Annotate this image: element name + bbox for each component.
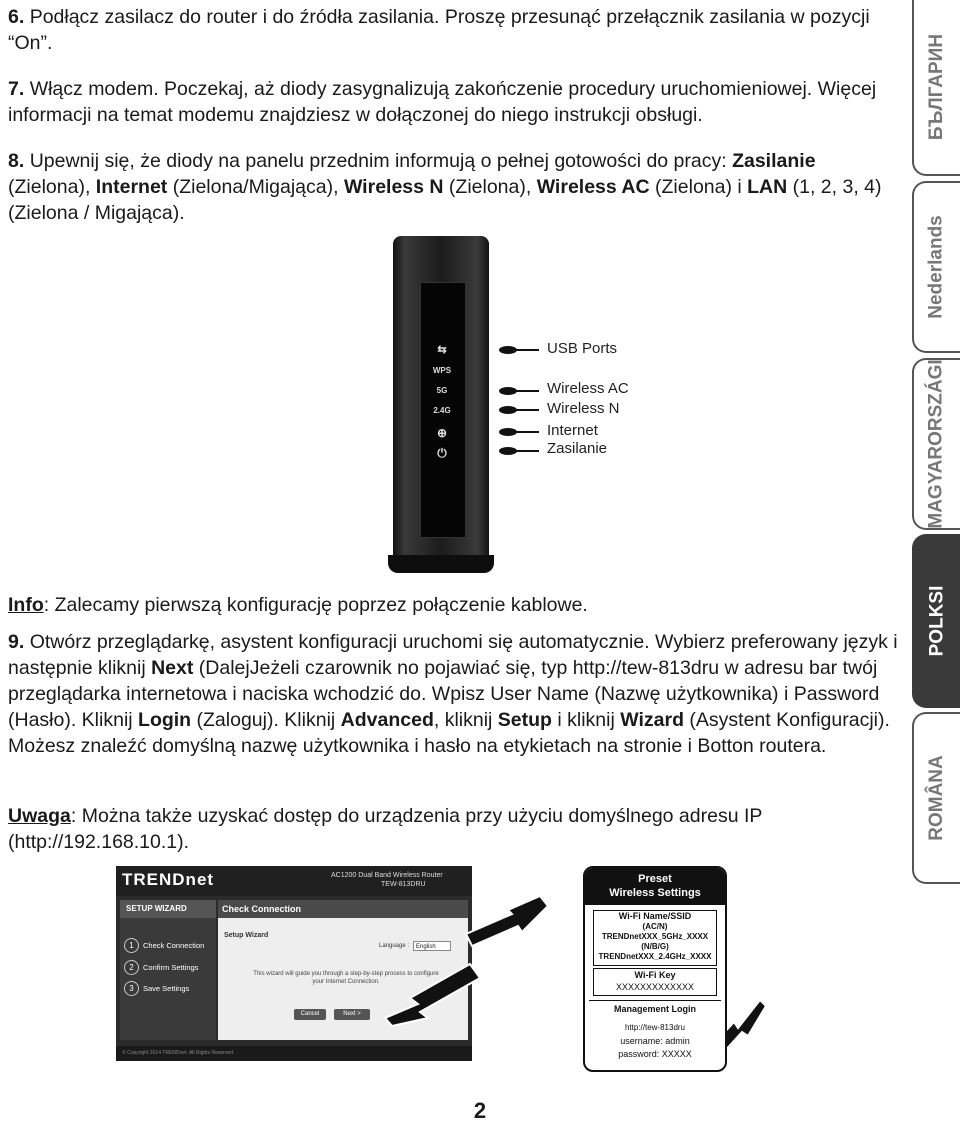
wifi-key-title: Wi-Fi Key — [634, 970, 676, 980]
wifi-key-value: XXXXXXXXXXXXX — [615, 982, 695, 992]
tab-label: POLKSI — [926, 585, 948, 657]
arrow-to-language-icon — [466, 896, 548, 946]
step-circle: 1 — [124, 938, 139, 953]
tab-label: MAGYARORSZÁGI — [926, 359, 948, 529]
step-text: (Zielona), — [443, 176, 537, 198]
tab-label: БЪЛГАРИН — [926, 33, 948, 141]
step-text: (1, 2, 3, 4) (Zielona / Migająca). — [8, 176, 882, 224]
step-circle: 2 — [124, 960, 139, 975]
wizard-step-label: Save Settings — [143, 984, 190, 993]
router-model-number: TEW-813DRU — [381, 881, 426, 888]
check-connection-title: Check Connection — [218, 900, 468, 918]
next-button: Next > — [334, 1009, 370, 1020]
step-text: Włącz modem. Poczekaj, aż diody zasygnalizują zakończenie procedury uruchomieniowej. Więcej informacji na temat modemu znajdziesz w dołączonej do niego instrukcji obsługi. — [8, 78, 877, 126]
step-number: 9. — [8, 631, 25, 653]
step-text: Otwórz przeglądarkę, asystent konfiguracji uruchomi się automatycznie. Wybierz preferowany język i następnie kliknij — [8, 631, 898, 679]
step-text: (Asystent Konfiguracji). Możesz znaleźć domyślną nazwę użytkownika i hasło na etykietach na stronie i Botton routera. — [8, 709, 890, 757]
wizard-step-label: Check Connection — [143, 941, 205, 950]
step-number: 6. — [8, 6, 25, 28]
keyword-setup: Setup — [497, 709, 552, 731]
keyword-next: Next — [151, 657, 194, 679]
management-username: username: admin — [620, 1036, 690, 1046]
callout-wireless-ac: Wireless AC — [547, 380, 629, 397]
wizard-guide-text: This wizard will guide you through a step-by-step process to configure your Internet Connection. — [253, 971, 439, 985]
info-text: : Zalecamy pierwszą konfigurację poprzez połączenie kablowe. — [43, 594, 588, 616]
screenshot-footer: © Copyright 2014 TRENDnet. All Rights Reserved. — [116, 1046, 472, 1061]
label-header-line-2: Wireless Settings — [609, 887, 701, 899]
uwaga-text: : Można także uzyskać dostęp do urządzenia przy użyciu domyślnego adresu IP (http://192.168.10.1). — [8, 805, 763, 853]
uwaga-label: Uwaga — [8, 805, 71, 827]
step-text: (Zielona) i — [649, 176, 748, 198]
tab-bulgarian[interactable] — [912, 0, 960, 176]
ssid-line-4: TRENDnetXXX_2.4GHz_XXXX — [598, 952, 712, 961]
usb-icon: ⇆ — [437, 344, 447, 356]
led-name-wireless-ac: Wireless AC — [536, 176, 650, 198]
callout-internet: Internet — [547, 422, 598, 439]
language-label: Language : — [379, 943, 410, 949]
management-login-title: Management Login — [613, 1004, 696, 1014]
step-text: (DalejJeżeli czarownik no pojawiać się, typ http://tew-813dru w adresu bar twój przeglądarka internetowa i naciska wchodzić do. Wpisz User Name (Nazwę użytkownika) i Password (Hasło). Kliknij — [8, 657, 880, 731]
management-url: http://tew-813dru — [624, 1023, 686, 1032]
ssid-title: Wi-Fi Name/SSID — [618, 911, 692, 921]
label-divider — [589, 1000, 721, 1001]
wireless-settings-label — [583, 866, 727, 1072]
cancel-button: Cancel — [294, 1009, 326, 1020]
step-text: Upewnij się, że diody na panelu przednim informują o pełnej gotowości do pracy: — [29, 150, 733, 172]
ssid-line-2: TRENDnetXXX_5GHz_XXXX — [601, 932, 709, 941]
router-model-name: AC1200 Dual Band Wireless Router — [331, 872, 443, 879]
tab-magyarorszagi[interactable] — [912, 358, 960, 530]
tab-nederlands[interactable] — [912, 181, 960, 353]
step-number: 7. — [8, 78, 25, 100]
setup-wizard-tab: SETUP WIZARD — [120, 900, 216, 918]
led-name-lan: LAN — [747, 176, 788, 198]
callout-wireless-n: Wireless N — [547, 400, 620, 417]
power-icon: ⏻ — [437, 446, 447, 460]
step-text: i kliknij — [551, 709, 621, 731]
tab-label: Nederlands — [926, 215, 948, 319]
page-number: 2 — [473, 1098, 487, 1123]
setup-wizard-label: Setup Wizard — [224, 932, 269, 939]
led-label-5g: 5G — [436, 386, 448, 395]
wizard-step-label: Confirm Settings — [143, 963, 199, 972]
step-number: 8. — [8, 150, 25, 172]
management-password: password: XXXXX — [618, 1049, 692, 1059]
globe-icon: ⊕ — [436, 426, 448, 440]
step-text: Podłącz zasilacz do router i do źródła zasilania. Proszę przesunąć przełącznik zasilania w pozycji “On”. — [8, 6, 870, 54]
led-label-wps: WPS — [432, 366, 452, 375]
ssid-line-3: (N/B/G) — [641, 942, 669, 951]
callout-usb-ports: USB Ports — [547, 340, 618, 357]
tab-romana[interactable] — [912, 712, 960, 884]
step-circle: 3 — [124, 981, 139, 996]
keyword-login: Login — [138, 709, 192, 731]
label-header-line-1: Preset — [638, 873, 672, 885]
tab-label: ROMÂNA — [926, 755, 947, 841]
trendnet-logo: TRENDnet — [122, 870, 215, 889]
info-label: Info — [8, 594, 44, 616]
led-name-wireless-n: Wireless N — [343, 176, 444, 198]
step-text: (Zielona), — [8, 176, 96, 198]
language-select: English — [413, 941, 451, 951]
step-text: , kliknij — [433, 709, 498, 731]
keyword-wizard: Wizard — [620, 709, 684, 731]
label-header — [585, 868, 725, 905]
tab-polski[interactable] — [912, 534, 960, 708]
step-text: (Zaloguj). Kliknij — [191, 709, 341, 731]
ssid-line-1: (AC/N) — [642, 922, 668, 931]
keyword-advanced: Advanced — [340, 709, 434, 731]
callout-zasilanie: Zasilanie — [547, 440, 608, 457]
led-name-power: Zasilanie — [732, 150, 816, 172]
step-text: (Zielona/Migająca), — [167, 176, 344, 198]
arrow-to-next-icon — [385, 964, 480, 1026]
led-label-2-4g: 2.4G — [433, 406, 451, 415]
led-name-internet: Internet — [95, 176, 168, 198]
